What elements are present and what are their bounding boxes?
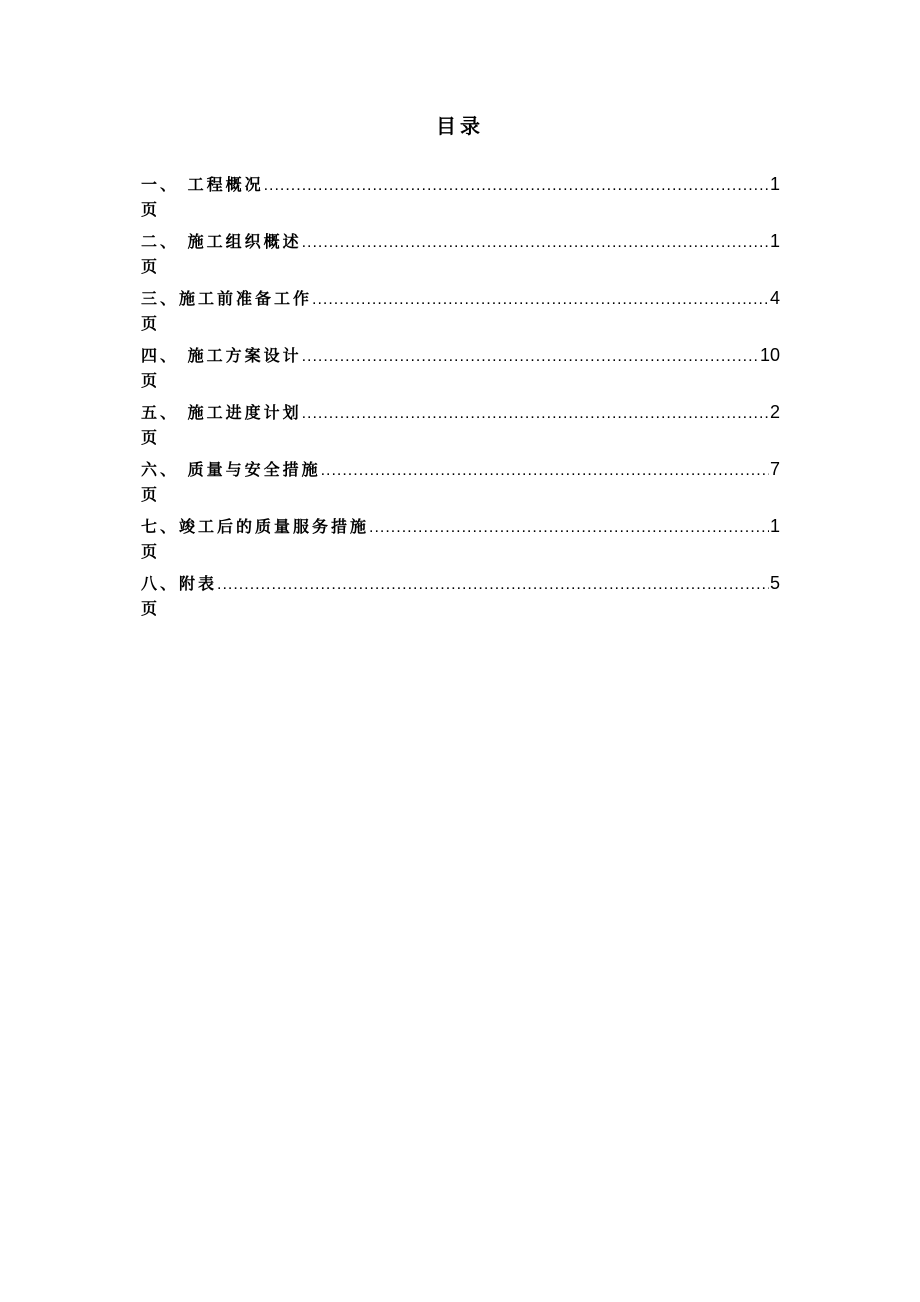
toc-page-suffix: 页 xyxy=(141,599,158,618)
toc-dot-leader xyxy=(321,456,769,486)
toc-page-suffix: 页 xyxy=(141,428,158,447)
toc-entry-label: 八、附表 xyxy=(141,574,218,593)
toc-page-suffix: 页 xyxy=(141,485,158,504)
toc-page-suffix: 页 xyxy=(141,257,158,276)
toc-dot-leader xyxy=(369,513,769,543)
toc-entry-label: 五、 施工进度计划 xyxy=(141,403,302,422)
toc-entry-label: 三、施工前准备工作 xyxy=(141,289,313,308)
toc-entry[interactable] xyxy=(141,283,780,340)
toc-entry-label: 七、竣工后的质量服务措施 xyxy=(141,517,370,536)
toc-entry-label: 二、 施工组织概述 xyxy=(141,232,302,251)
toc-dot-leader xyxy=(302,399,769,429)
toc-entry[interactable] xyxy=(141,511,780,568)
toc-dot-leader xyxy=(312,285,769,315)
toc-page-number: 10 xyxy=(759,345,780,365)
toc-dot-leader xyxy=(217,570,769,600)
toc-page-suffix: 页 xyxy=(141,314,158,333)
toc-page-number: 1 xyxy=(769,516,780,536)
toc-entry[interactable] xyxy=(141,169,780,226)
toc-entry-label: 四、 施工方案设计 xyxy=(141,346,302,365)
toc-page-number: 7 xyxy=(769,459,780,479)
toc-entry[interactable] xyxy=(141,454,780,511)
toc-page-suffix: 页 xyxy=(141,542,158,561)
toc-page-suffix: 页 xyxy=(141,371,158,390)
toc-entry-label: 一、 工程概况 xyxy=(141,175,264,194)
toc-page-number: 1 xyxy=(769,174,780,194)
toc-entry[interactable] xyxy=(141,568,780,625)
toc-entry[interactable] xyxy=(141,340,780,397)
toc-page-number: 2 xyxy=(769,402,780,422)
toc-entry[interactable] xyxy=(141,226,780,283)
toc-page-number: 5 xyxy=(769,573,780,593)
toc-page-number: 1 xyxy=(769,231,780,251)
toc-list xyxy=(141,169,780,625)
toc-title: 目录 xyxy=(436,114,484,138)
toc-entry-label: 六、 质量与安全措施 xyxy=(141,460,321,479)
toc-page-number: 4 xyxy=(769,288,780,308)
toc-dot-leader xyxy=(264,171,769,201)
toc-page-suffix: 页 xyxy=(141,200,158,219)
toc-dot-leader xyxy=(302,228,769,258)
toc-entry[interactable] xyxy=(141,397,780,454)
toc-dot-leader xyxy=(302,342,759,372)
